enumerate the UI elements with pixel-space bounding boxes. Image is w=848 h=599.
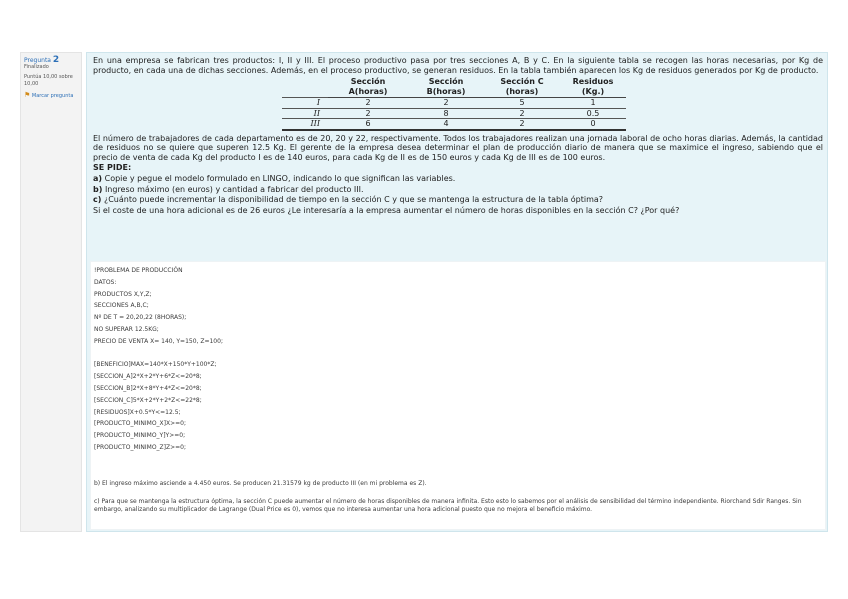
- question-score: Puntúa 10,00 sobre 10,00: [24, 74, 73, 87]
- cell-c: 5: [484, 98, 560, 109]
- answer-line-blank: [94, 348, 822, 360]
- table-header-residuos: Residuos (Kg.): [560, 77, 626, 98]
- cell-b: 8: [408, 108, 484, 119]
- answer-box: [90, 261, 826, 530]
- table-header-section-b: Sección B(horas): [408, 77, 484, 98]
- question-label: Pregunta: [24, 57, 51, 64]
- table-header-section-a: Sección A(horas): [328, 77, 408, 98]
- cell-residuos: 0: [560, 119, 626, 130]
- cell-a: 2: [328, 98, 408, 109]
- question-info-panel: [20, 52, 82, 532]
- row-label: III: [282, 119, 328, 130]
- answer-b: b) El ingreso máximo asciende a 4.450 euros. Se producen 21.31579 kg de producto III (en mi problema es Z).: [94, 479, 427, 487]
- answer-line: [PRODUCTO_MINIMO_Z]Z>=0;: [94, 443, 186, 451]
- flag-label: Marcar pregunta: [31, 93, 74, 99]
- question-item-b: [93, 185, 823, 195]
- table-row: [282, 98, 626, 109]
- question-status: Finalizado: [24, 64, 49, 70]
- item-text: Copie y pegue el modelo formulado en LINGO, indicando lo que significan las variables.: [104, 174, 456, 184]
- cell-b: 2: [408, 98, 484, 109]
- table-row: [282, 108, 626, 119]
- cell-c: 2: [484, 119, 560, 130]
- question-item-a: [93, 174, 823, 184]
- answer-line: [PRODUCTO_MINIMO_Y]Y>=0;: [94, 432, 186, 440]
- hours-table: [282, 77, 626, 131]
- answer-line: SECCIONES A,B,C;: [94, 302, 149, 310]
- table-header-row: [282, 77, 626, 98]
- item-text: Ingreso máximo (en euros) y cantidad a fabricar del producto III.: [104, 184, 364, 194]
- cell-a: 6: [328, 119, 408, 130]
- cell-a: 2: [328, 108, 408, 119]
- question-body: El número de trabajadores de cada departamento es de 20, 20 y 22, respectivamente. Todos los trabajadores realizan una jornada laboral de ocho horas diarias. Además, la cantidad de residuos no se quiere que superen 12.5 Kg. El gerente de la empresa desea determinar el plan de producción diario de manera que se maximice el ingreso, sabiendo que el precio de venta de cada Kg del producto I es de 140 euros, para cada Kg de II es de 150 euros y cada Kg de III es de 100 euros.: [93, 133, 823, 162]
- row-label: II: [282, 108, 328, 119]
- cell-c: 2: [484, 108, 560, 119]
- question-number-value: 2: [52, 55, 60, 65]
- se-pide-heading: SE PIDE:: [93, 163, 132, 173]
- answer-line: [PRODUCTO_MINIMO_X]X>=0;: [94, 420, 186, 428]
- flag-question-link[interactable]: [24, 92, 78, 100]
- answer-line: NO SUPERAR 12.5KG;: [94, 325, 159, 333]
- cell-residuos: 1: [560, 98, 626, 109]
- answer-line: [SECCION_A]2*X+2*Y+6*Z<=20*8;: [94, 373, 202, 381]
- answer-line: [SECCION_B]2*X+8*Y+4*Z<=20*8;: [94, 384, 202, 392]
- item-letter: b): [93, 184, 103, 194]
- answer-line: DATOS:: [94, 278, 117, 286]
- answer-line: Nº DE T = 20,20,22 (8HORAS);: [94, 314, 187, 322]
- answer-line: !PROBLEMA DE PRODUCCIÓN: [94, 267, 183, 274]
- table-header-empty: [282, 77, 328, 98]
- item-letter: a): [93, 174, 103, 184]
- answer-line: [RESIDUOS]X+0.5*Y<=12.5;: [94, 408, 181, 416]
- row-label: I: [282, 98, 328, 109]
- answer-line: PRODUCTOS X,Y,Z;: [94, 290, 152, 298]
- answer-c: c) Para que se mantenga la estructura óptima, la sección C puede aumentar el número de horas disponibles de manera infinita. Esto esto lo sabemos por el análisis de sensibilidad del término independiente. Riorchand Sdir Ranges. Sin embargo, analizando su multiplicador de Lagrange (Dual Price es 0), vemos que no interesa aumentar una hora adicional puesto que no mejora el beneficio máximo.: [94, 497, 802, 513]
- question-extra: Si el coste de una hora adicional es de 26 euros ¿Le interesaría a la empresa aumentar el número de horas disponibles en la sección C? ¿Por qué?: [93, 205, 680, 215]
- cell-b: 4: [408, 119, 484, 130]
- table-header-section-c: Sección C (horas): [484, 77, 560, 98]
- flag-icon: ⚑: [24, 91, 31, 99]
- answer-line: PRECIO DE VENTA X= 140, Y=150, Z=100;: [94, 337, 223, 345]
- question-intro: En una empresa se fabrican tres productos: I, II y III. El proceso productivo pasa por tres secciones A, B y C. En la siguiente tabla se recogen las horas necesarias, por Kg de producto, en cada una de dichas secciones. Además, en el proceso productivo, se generan residuos. En la tabla también aparecen los Kg de residuos generados por Kg de producto.: [93, 56, 823, 75]
- question-number: [24, 57, 78, 64]
- cell-residuos: 0.5: [560, 108, 626, 119]
- question-item-c: [93, 195, 823, 205]
- table-row: [282, 119, 626, 130]
- answer-line: [BENEFICIO]MAX=140*X+150*Y+100*Z;: [94, 361, 217, 369]
- item-text: ¿Cuánto puede incrementar la disponibilidad de tiempo en la sección C y que se mantenga la estructura de la tabla óptima?: [103, 195, 604, 205]
- item-letter: c): [93, 195, 102, 205]
- answer-line: [SECCION_C]5*X+2*Y+2*Z<=22*8;: [94, 396, 202, 404]
